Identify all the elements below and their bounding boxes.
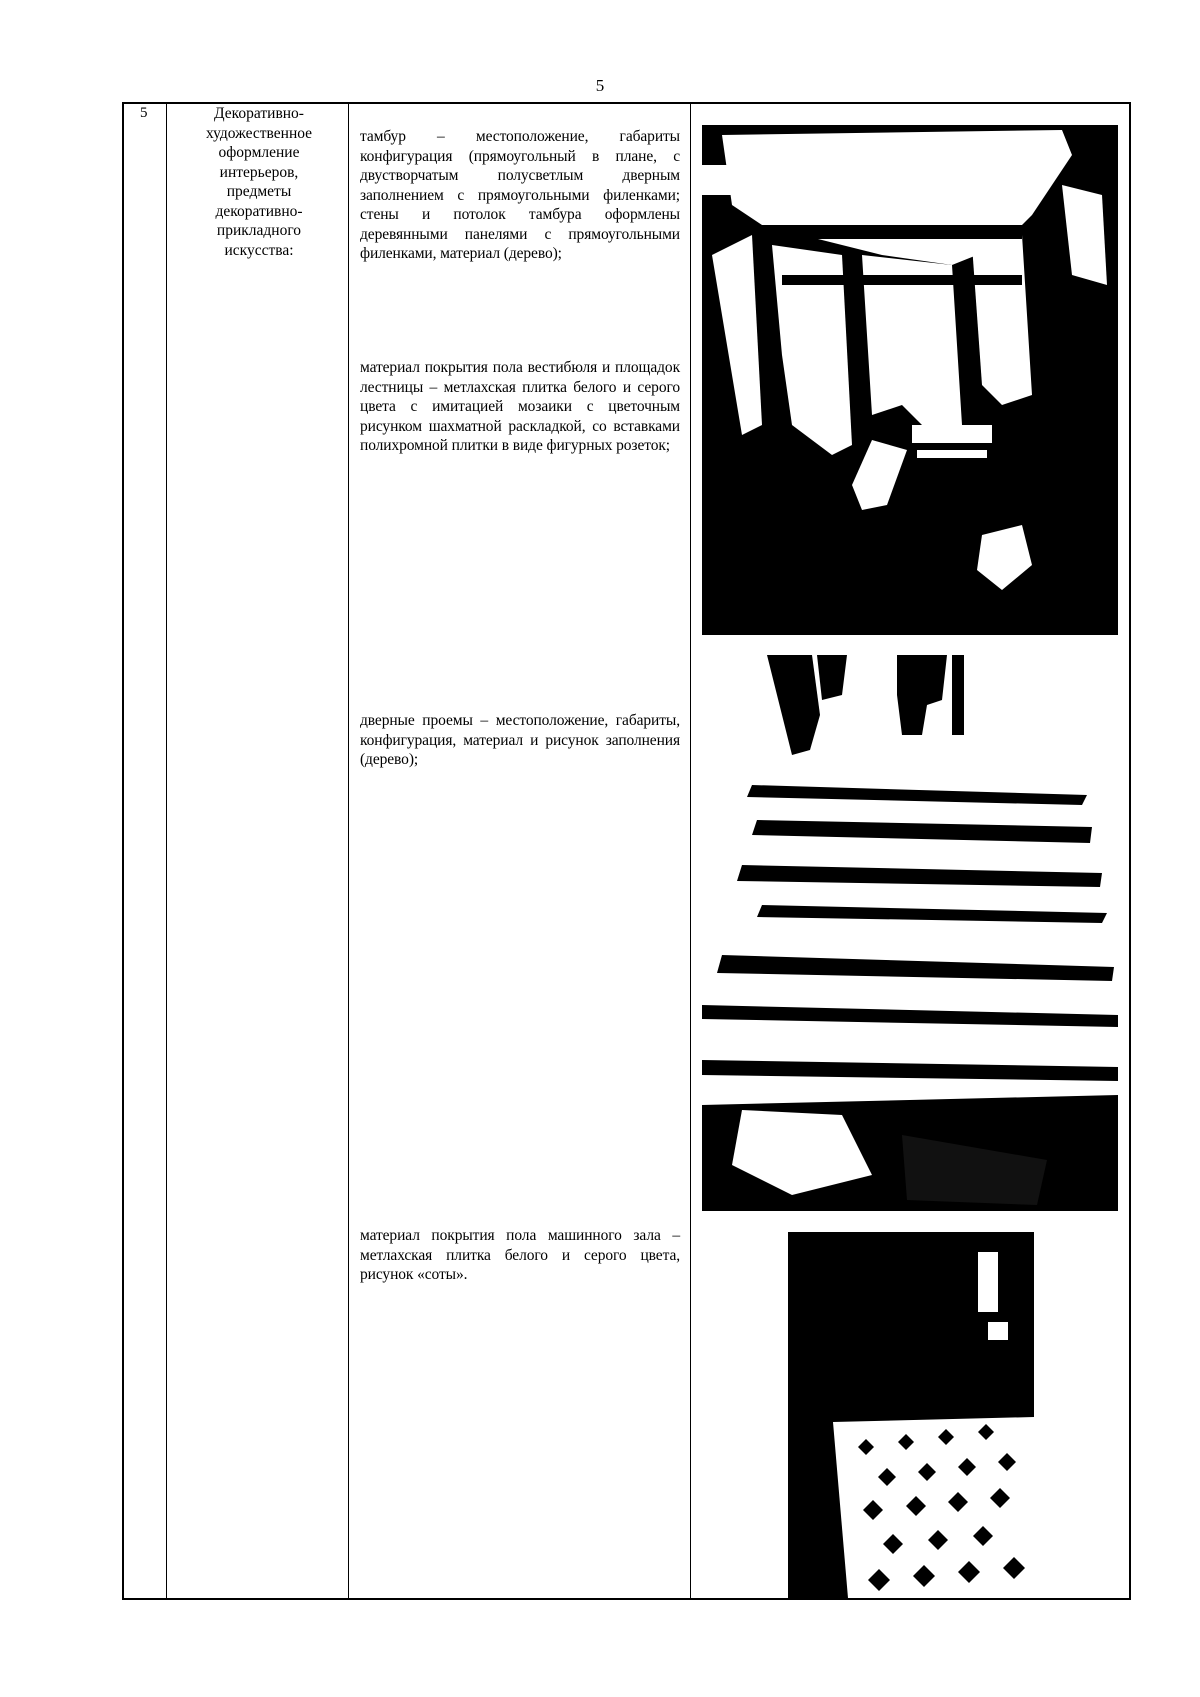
- column-divider: [166, 102, 167, 1600]
- photo-machine-hall-floor: [788, 1232, 1034, 1598]
- photo-tambour: [702, 125, 1118, 635]
- column-divider: [348, 102, 349, 1600]
- row-number: 5: [140, 105, 148, 121]
- item-door-openings: дверные проемы – местоположение, габариты, конфигурация, материал и рисунок заполнения (дерево);: [360, 712, 680, 768]
- item-floor-vestibule: материал покрытия пола вестибюля и площадок лестницы – метлахская плитка белого и серого цвета с имитацией мозаики с цветочным рисунком шахматной раскладкой, со вставками полихромной плитки в виде фигурных розеток;: [360, 359, 680, 454]
- column-divider: [690, 102, 691, 1600]
- item-machine-hall-floor: материал покрытия пола машинного зала – метлахская плитка белого и серого цвета, рисунок «соты».: [360, 1227, 680, 1283]
- page-number: 5: [595, 76, 605, 95]
- photo-stairs: [702, 655, 1118, 1211]
- category-cell: Декоративно- художественное оформление интерьеров, предметы декоративно- прикладного искусства:: [205, 105, 313, 259]
- item-vestibule-tambour: тамбур – местоположение, габариты конфигурация (прямоугольный в плане, с двустворчатым полусветлым дверным заполнением с прямоугольными филенками; стены и потолок тамбура оформлены деревянными панелями с прямоугольными филенками, материал (дерево);: [360, 128, 680, 262]
